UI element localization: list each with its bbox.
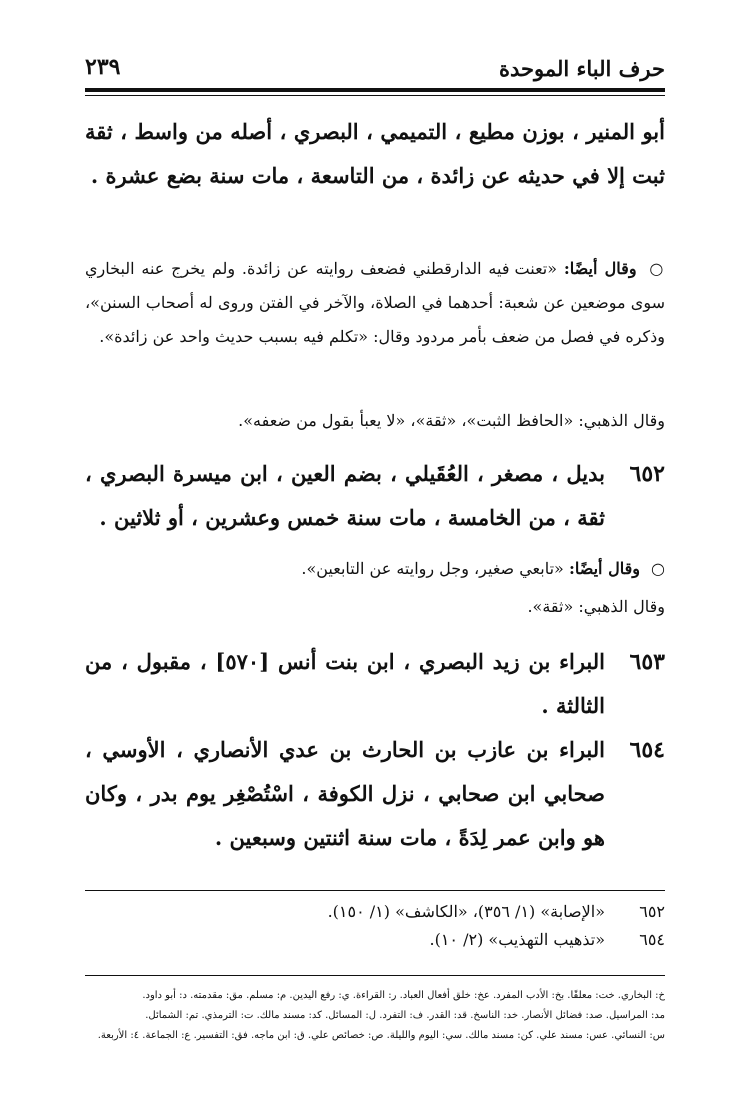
entry-body xyxy=(85,640,605,728)
biography-entry xyxy=(85,728,665,860)
entry-number: ٦٥٤ xyxy=(629,737,665,763)
biography-entry xyxy=(85,452,665,540)
biography-entry xyxy=(85,640,665,728)
entry-number: ٦٥٣ xyxy=(629,649,665,675)
footnote-separator xyxy=(85,890,665,891)
legend-rule xyxy=(85,975,665,976)
header-rule-thick xyxy=(85,88,665,92)
legend-line: خ: البخاري. خت: معلقًا. بخ: الأدب المفرد. عخ: خلق أفعال العباد. ر: القراءة. ي: رفع اليدين. م: مسلم. مق: مقدمته. د: أبو داود. xyxy=(142,990,665,1001)
page-number: ٢٣٩ xyxy=(85,54,121,80)
chapter-title: حرف الباء الموحدة xyxy=(498,56,665,81)
legend-line: مد: المراسيل. صد: فضائل الأنصار. خد: الناسخ. قد: القدر. ف: التفرد. ل: المسائل. كد: مسند مالك. ت: الترمذي. تم: الشمائل. xyxy=(145,1010,665,1021)
entry-body xyxy=(85,452,605,540)
dhahabi-comment xyxy=(85,590,665,624)
footnote xyxy=(85,926,665,954)
comment-block xyxy=(85,252,665,354)
comment-lead: وقال أيضًا: xyxy=(568,559,640,578)
continuation-entry xyxy=(85,110,665,198)
circle-bullet-icon: ○ xyxy=(649,259,666,278)
page-header xyxy=(85,52,665,86)
comment-block xyxy=(85,552,665,586)
entry-text: البراء بن عازب بن الحارث بن عدي الأنصاري ، الأوسي ، صحابي ابن صحابي ، نزل الكوفة ، اسْتُصْغِر يوم بدر ، وكان هو وابن عمر لِدَةً ، مات سنة اثنتين وسبعين . xyxy=(85,737,605,850)
dhahabi-text: وقال الذهبي: «ثقة». xyxy=(527,597,665,616)
footnote-text: «تذهيب التهذيب» (٢/ ١٠). xyxy=(429,930,605,949)
entry-text: البراء بن زيد البصري ، ابن بنت أنس [٥٧٠] ، مقبول ، من الثالثة . xyxy=(85,649,605,718)
footnote-text: «الإصابة» (١/ ٣٥٦)، «الكاشف» (١/ ١٥٠). xyxy=(327,902,605,921)
entry-body xyxy=(85,728,605,860)
entry-text: أبو المنير ، بوزن مطيع ، التميمي ، البصري ، أصله من واسط ، ثقة ثبت إلا في حديثه عن زائدة ، من التاسعة ، مات سنة بضع عشرة . xyxy=(85,119,665,188)
footnote-number: ٦٥٤ xyxy=(639,930,665,949)
header-rule-thin xyxy=(85,95,665,96)
footnote-number: ٦٥٢ xyxy=(639,902,665,921)
dhahabi-text: وقال الذهبي: «الحافظ الثبت»، «ثقة»، «لا يعبأ بقول من ضعفه». xyxy=(238,411,665,430)
comment-text: «تعنت فيه الدارقطني فضعف روايته عن زائدة. ولم يخرج عنه البخاري سوى موضعين عن شعبة: أحدهما في الصلاة، والآخر في الفتن وروى له أصحاب السنن»، وذكره في فصل من ضعف بأمر مردود وقال: «تكلم فيه بسبب حديث واحد عن زائدة». xyxy=(85,259,666,346)
entry-number: ٦٥٢ xyxy=(629,461,665,487)
footnotes xyxy=(85,898,665,954)
footnote xyxy=(85,898,665,926)
entry-text: بديل ، مصغر ، العُقَيلي ، بضم العين ، ابن ميسرة البصري ، ثقة ، من الخامسة ، مات سنة خمس وعشرين ، أو ثلاثين . xyxy=(85,461,605,530)
abbreviation-legend xyxy=(85,986,665,1046)
dhahabi-comment xyxy=(85,404,665,438)
comment-lead: وقال أيضًا: xyxy=(563,259,637,278)
circle-bullet-icon: ○ xyxy=(651,559,665,578)
comment-text: «تابعي صغير، وجل روايته عن التابعين». xyxy=(301,559,564,578)
legend-line: س: النسائي. عس: مسند علي. كن: مسند مالك. سي: اليوم والليلة. ص: خصائص علي. ق: ابن ماجه. فق: التفسير. ع: الجماعة. ٤: الأربعة. xyxy=(97,1030,665,1041)
